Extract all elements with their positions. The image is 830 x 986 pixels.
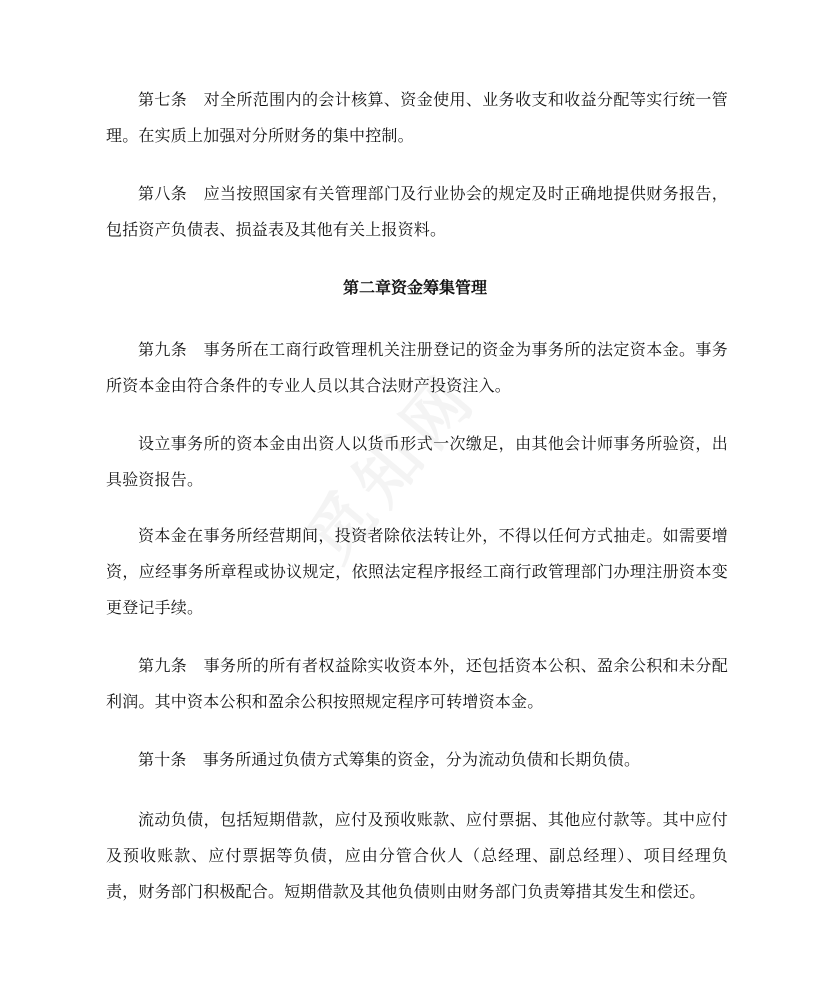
article-8-paragraph: 第八条 应当按照国家有关管理部门及行业协会的规定及时正确地提供财务报告，包括资产负债表、损益表及其他有关上报资料。 xyxy=(106,184,728,239)
article-10-paragraph: 第十条 事务所通过负债方式筹集的资金，分为流动负债和长期负债。 xyxy=(138,750,641,769)
article-9-paragraph: 第九条 事务所在工商行政管理机关注册登记的资金为事务所的法定资本金。事务所资本金由符合条件的专业人员以其合法财产投资注入。 xyxy=(106,340,728,395)
chapter-2-heading: 第二章资金筹集管理 xyxy=(342,278,487,297)
capital-withdrawal-paragraph: 资本金在事务所经营期间，投资者除依法转让外，不得以任何方式抽走。如需要增资，应经事务所章程或协议规定，依照法定程序报经工商行政管理部门办理注册资本变更登记手续。 xyxy=(106,526,728,617)
article-7-paragraph: 第七条 对全所范围内的会计核算、资金使用、业务收支和收益分配等实行统一管理。在实质上加强对分所财务的集中控制。 xyxy=(106,90,728,145)
capital-contribution-paragraph: 设立事务所的资本金由出资人以货币形式一次缴足，由其他会计师事务所验资，出具验资报告。 xyxy=(106,434,728,489)
owners-equity-paragraph: 第九条 事务所的所有者权益除实收资本外，还包括资本公积、盈余公积和未分配利润。其中资本公积和盈余公积按照规定程序可转增资本金。 xyxy=(106,656,728,711)
current-liabilities-paragraph: 流动负债，包括短期借款，应付及预收账款、应付票据、其他应付款等。其中应付及预收账款、应付票据等负债，应由分管合伙人（总经理、副总经理）、项目经理负责，财务部门积极配合。短期借款及其他负债则由财务部门负责筹措其发生和偿还。 xyxy=(106,810,728,901)
